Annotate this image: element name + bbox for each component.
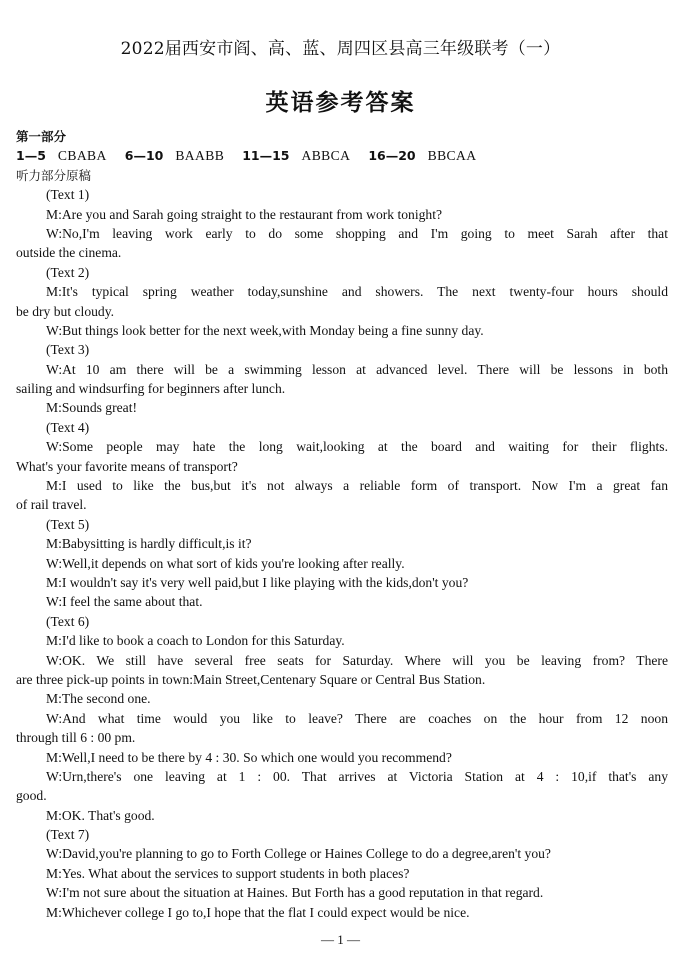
transcript-line: M:The second one. bbox=[46, 691, 151, 707]
transcript-line: are three pick-up points in town:Main Street,Centenary Square or Central Bus Station. bbox=[16, 671, 486, 687]
transcript-line: What's your favorite means of transport? bbox=[16, 458, 238, 474]
transcript-line: good. bbox=[16, 788, 47, 804]
transcript-line: M:Well,I need to be there by 4 : 30. So which one would you recommend? bbox=[46, 749, 452, 765]
transcript-line: W:OK. We still have several free seats for Saturday. Where will you be leaving from? There bbox=[46, 652, 668, 668]
transcript-line: M:I used to like the bus,but it's not always a reliable form of transport. Now I'm a great fan bbox=[46, 478, 668, 494]
answer-range: 11—15 bbox=[242, 148, 290, 164]
transcript-line: (Text 4) bbox=[46, 419, 90, 435]
transcript-line: M:I'd like to book a coach to London for this Saturday. bbox=[46, 633, 345, 649]
transcript bbox=[16, 185, 668, 922]
transcript-line: W:Urn,there's one leaving at 1 : 00. That arrives at Victoria Station at 4 : 10,if that's any bbox=[46, 768, 668, 784]
answer-keys: BBCAA bbox=[427, 148, 477, 164]
transcript-line: W:Some people may hate the long wait,looking at the board and waiting for their flights. bbox=[46, 439, 668, 455]
transcript-line: M:I wouldn't say it's very well paid,but I like playing with the kids,don't you? bbox=[46, 574, 469, 590]
section-label: 第一部分 bbox=[16, 129, 67, 144]
transcript-line: W:No,I'm leaving work early to do some shopping and I'm going to meet Sarah after that bbox=[46, 225, 668, 241]
transcript-line: W:I feel the same about that. bbox=[46, 594, 203, 610]
answer-range: 16—20 bbox=[368, 148, 416, 164]
answer-keys: BAABB bbox=[175, 148, 225, 164]
transcript-label: 听力部分原稿 bbox=[16, 167, 92, 183]
transcript-line: W:And what time would you like to leave? There are coaches on the hour from 12 noon bbox=[46, 710, 668, 726]
transcript-line: M:Whichever college I go to,I hope that the flat I could expect would be nice. bbox=[46, 904, 470, 920]
transcript-line: sailing and windsurfing for beginners after lunch. bbox=[16, 381, 286, 397]
transcript-line: M:Are you and Sarah going straight to the restaurant from work tonight? bbox=[46, 206, 443, 222]
transcript-line: M:Sounds great! bbox=[46, 400, 137, 416]
answer-key-row bbox=[16, 146, 668, 165]
transcript-line: (Text 2) bbox=[46, 264, 90, 280]
transcript-line: M:Yes. What about the services to support students in both places? bbox=[46, 865, 410, 881]
transcript-line: W:David,you're planning to go to Forth College or Haines College to do a degree,aren't you? bbox=[46, 846, 551, 862]
document-body bbox=[16, 127, 668, 922]
transcript-line: (Text 3) bbox=[46, 342, 90, 358]
transcript-line: (Text 7) bbox=[46, 827, 90, 843]
answer-range: 6—10 bbox=[124, 148, 164, 164]
transcript-line: (Text 5) bbox=[46, 516, 90, 532]
transcript-line: W:I'm not sure about the situation at Haines. But Forth has a good reputation in that regard. bbox=[46, 885, 544, 901]
transcript-line: M:Babysitting is hardly difficult,is it? bbox=[46, 536, 252, 552]
transcript-line: (Text 6) bbox=[46, 613, 90, 629]
transcript-line: of rail travel. bbox=[16, 497, 87, 513]
transcript-line: be dry but cloudy. bbox=[16, 303, 115, 319]
transcript-line: M:OK. That's good. bbox=[46, 807, 155, 823]
transcript-line: through till 6 : 00 pm. bbox=[16, 730, 136, 746]
answer-keys: CBABA bbox=[57, 148, 107, 164]
transcript-line: (Text 1) bbox=[46, 187, 90, 203]
exam-title: 2022届西安市阎、高、蓝、周四区县高三年级联考（一） bbox=[120, 39, 561, 59]
transcript-line: W:At 10 am there will be a swimming lesson at advanced level. There will be lessons in both bbox=[46, 361, 668, 377]
page-number: — 1 — bbox=[321, 932, 360, 947]
transcript-line: W:But things look better for the next week,with Monday being a fine sunny day. bbox=[46, 322, 484, 338]
document-title: 英语参考答案 bbox=[265, 89, 416, 116]
transcript-line: M:It's typical spring weather today,sunshine and showers. The next twenty-four hours should bbox=[46, 284, 668, 300]
transcript-line: outside the cinema. bbox=[16, 245, 122, 261]
answer-range: 1—5 bbox=[16, 148, 46, 164]
answer-keys: ABBCA bbox=[301, 148, 351, 164]
transcript-line: W:Well,it depends on what sort of kids you're looking after really. bbox=[46, 555, 405, 571]
